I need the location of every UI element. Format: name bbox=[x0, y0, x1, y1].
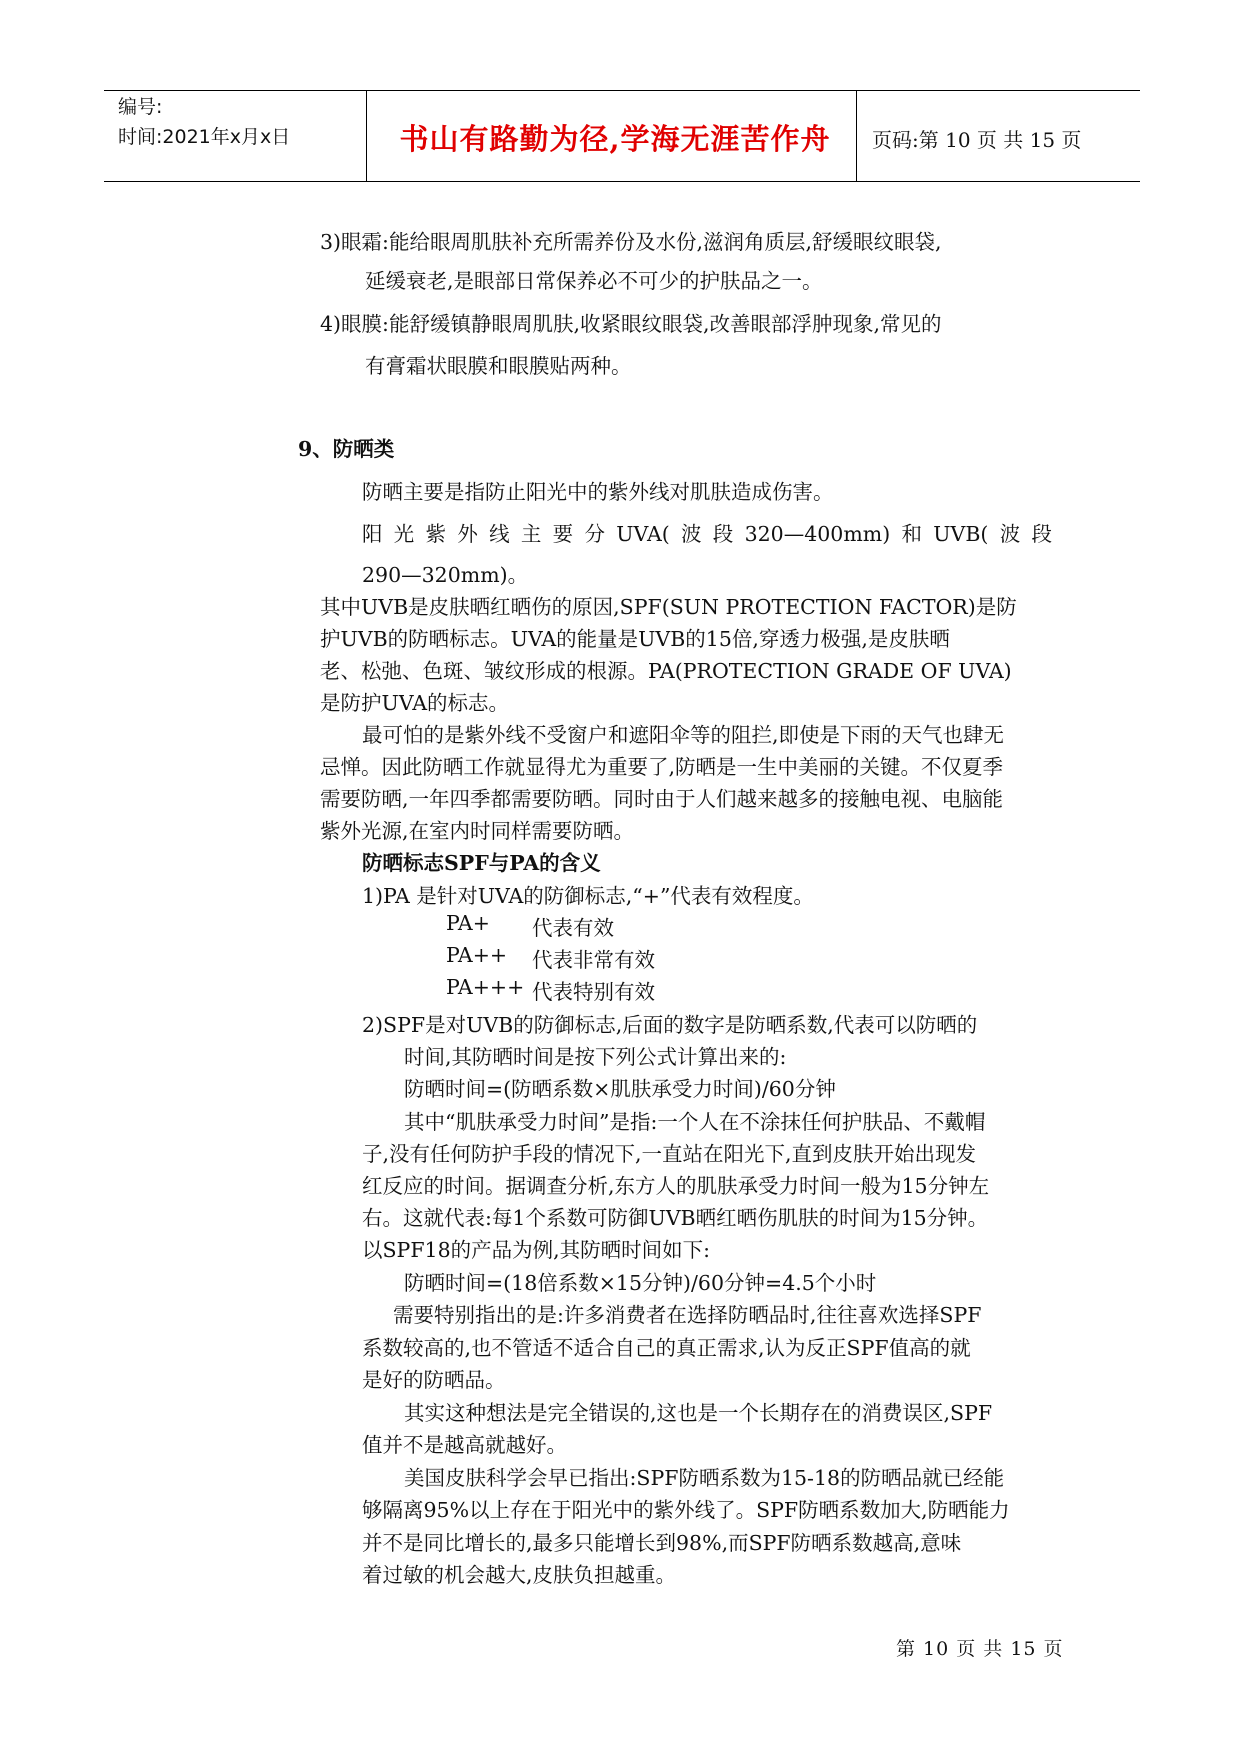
section-heading: 9、防晒类 bbox=[298, 437, 395, 461]
text-line: 1)PA 是针对UVA的防御标志,“+”代表有效程度。 bbox=[362, 884, 814, 908]
text-line: 老、松弛、色斑、皱纹形成的根源。PA(PROTECTION GRADE OF UVA) bbox=[320, 659, 1012, 683]
formula-line: 防晒时间=(防晒系数×肌肤承受力时间)/60分钟 bbox=[404, 1077, 836, 1101]
text-line: 护UVB的防晒标志。UVA的能量是UVB的15倍,穿透力极强,是皮肤晒 bbox=[320, 627, 950, 651]
text-line: 4)眼膜:能舒缓镇静眼周肌肤,收紧眼纹眼袋,改善眼部浮肿现象,常见的 bbox=[320, 312, 942, 336]
text-line: 是防护UVA的标志。 bbox=[320, 691, 509, 715]
pa-level: PA+ bbox=[446, 911, 490, 935]
text-line: 其中UVB是皮肤晒红晒伤的原因,SPF(SUN PROTECTION FACTOR)是防 bbox=[320, 595, 1017, 619]
header-page-label: 页码:第 10 页 共 15 页 bbox=[872, 128, 1082, 152]
header-top-rule bbox=[104, 90, 1140, 91]
text-line: 够隔离95%以上存在于阳光中的紫外线了。SPF防晒系数加大,防晒能力 bbox=[362, 1498, 1010, 1522]
pa-level-desc: 代表特别有效 bbox=[532, 980, 655, 1004]
page-footer: 第 10 页 共 15 页 bbox=[896, 1638, 1064, 1660]
text-line: 美国皮肤科学会早已指出:SPF防晒系数为15-18的防晒品就已经能 bbox=[404, 1466, 1005, 1490]
text-line: 其中“肌肤承受力时间”是指:一个人在不涂抹任何护肤品、不戴帽 bbox=[404, 1110, 986, 1134]
text-line: 最可怕的是紫外线不受窗户和遮阳伞等的阻拦,即使是下雨的天气也肆无 bbox=[362, 723, 1005, 747]
text-line: 忌惮。因此防晒工作就显得尤为重要了,防晒是一生中美丽的关键。不仅夏季 bbox=[320, 755, 1004, 779]
text-line: 需要特别指出的是:许多消费者在选择防晒品时,往往喜欢选择SPF bbox=[393, 1303, 982, 1327]
text-line: 紫外光源,在室内时同样需要防晒。 bbox=[320, 819, 635, 843]
formula-line: 防晒时间=(18倍系数×15分钟)/60分钟=4.5个小时 bbox=[404, 1271, 877, 1295]
text-line: 防晒主要是指防止阳光中的紫外线对肌肤造成伤害。 bbox=[362, 480, 834, 504]
text-line: 290—320mm)。 bbox=[362, 563, 529, 587]
text-line: 着过敏的机会越大,皮肤负担越重。 bbox=[362, 1563, 677, 1587]
text-line: 红反应的时间。据调查分析,东方人的肌肤承受力时间一般为15分钟左 bbox=[362, 1174, 990, 1198]
header-bottom-rule bbox=[104, 181, 1140, 182]
text-line: 需要防晒,一年四季都需要防晒。同时由于人们越来越多的接触电视、电脑能 bbox=[320, 787, 1004, 811]
pa-level: PA++ bbox=[446, 943, 508, 967]
text-line: 2)SPF是对UVB的防御标志,后面的数字是防晒系数,代表可以防晒的 bbox=[362, 1013, 978, 1037]
text-line bbox=[362, 517, 1052, 547]
text-line-justified: 阳光紫外线主要分UVA(波段320—400mm)和UVB(波段 bbox=[362, 522, 1052, 546]
header-divider-left bbox=[366, 90, 367, 182]
text-line: 时间,其防晒时间是按下列公式计算出来的: bbox=[404, 1045, 787, 1069]
text-line: 是好的防晒品。 bbox=[362, 1368, 506, 1392]
header-number-label: 编号: bbox=[118, 96, 163, 118]
header-time-label: 时间:2021年x月x日 bbox=[118, 126, 291, 148]
text-line: 并不是同比增长的,最多只能增长到98%,而SPF防晒系数越高,意味 bbox=[362, 1531, 962, 1555]
pa-level: PA+++ bbox=[446, 975, 525, 999]
text-line: 有膏霜状眼膜和眼膜贴两种。 bbox=[365, 354, 632, 378]
pa-level-desc: 代表有效 bbox=[532, 916, 614, 940]
header-meta bbox=[118, 92, 290, 152]
text-line: 延缓衰老,是眼部日常保养必不可少的护肤品之一。 bbox=[365, 269, 823, 293]
text-line: 以SPF18的产品为例,其防晒时间如下: bbox=[362, 1238, 711, 1262]
text-line: 子,没有任何防护手段的情况下,一直站在阳光下,直到皮肤开始出现发 bbox=[362, 1142, 977, 1166]
pa-level-desc: 代表非常有效 bbox=[532, 948, 655, 972]
text-line: 系数较高的,也不管适不适合自己的真正需求,认为反正SPF值高的就 bbox=[362, 1336, 971, 1360]
text-line: 右。这就代表:每1个系数可防御UVB晒红晒伤肌肤的时间为15分钟。 bbox=[362, 1206, 989, 1230]
text-line: 3)眼霜:能给眼周肌肤补充所需养份及水份,滋润角质层,舒缓眼纹眼袋, bbox=[320, 230, 942, 254]
subsection-heading: 防晒标志SPF与PA的含义 bbox=[362, 851, 601, 875]
text-line: 其实这种想法是完全错误的,这也是一个长期存在的消费误区,SPF bbox=[404, 1401, 993, 1425]
header-motto: 书山有路勤为径,学海无涯苦作舟 bbox=[399, 122, 831, 156]
text-line: 值并不是越高就越好。 bbox=[362, 1433, 567, 1457]
